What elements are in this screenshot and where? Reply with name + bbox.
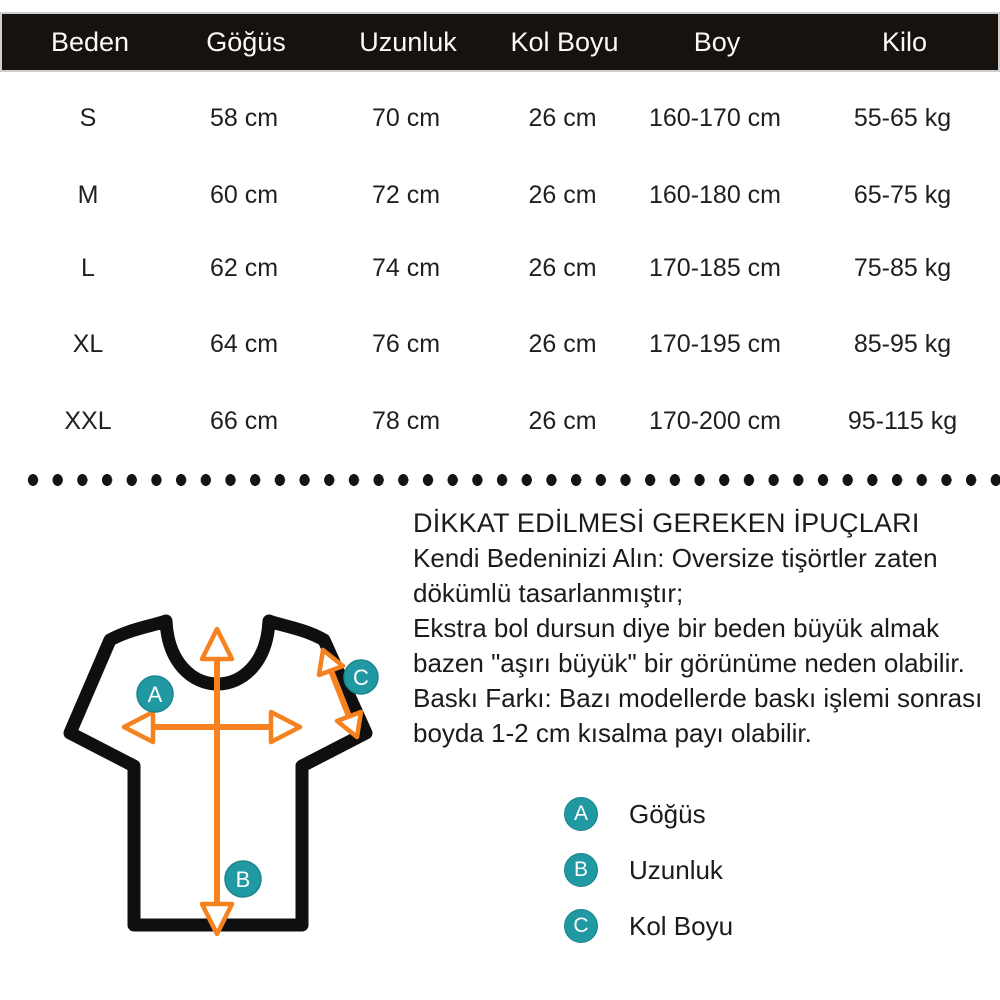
legend-item-sleeve (564, 909, 733, 943)
size-cell: 74 cm (371, 254, 441, 282)
size-cell: 65-75 kg (853, 181, 952, 209)
size-cell: 26 cm (528, 181, 597, 209)
size-cell: 66 cm (209, 407, 279, 435)
size-cell: XL (72, 330, 104, 358)
legend-label-chest: Göğüs (629, 798, 706, 829)
size-cell: S (79, 104, 97, 132)
chest-marker-badge (137, 676, 173, 712)
tips-line: Ekstra bol dursun diye bir beden büyük almak (413, 613, 940, 643)
column-header-kilo: Kilo (881, 26, 928, 57)
legend-label-length: Uzunluk (629, 854, 723, 885)
size-cell: 95-115 kg (847, 407, 958, 435)
size-cell: 170-200 cm (648, 407, 782, 435)
tips-line: Baskı Farkı: Bazı modellerde baskı işlemi sonrası (413, 683, 983, 713)
size-cell: 26 cm (528, 254, 597, 282)
tips-section (413, 505, 988, 751)
column-header-kol-boyu: Kol Boyu (510, 26, 619, 57)
size-cell: 60 cm (209, 181, 279, 209)
chest-marker-letter: A (147, 682, 163, 707)
size-cell: 170-195 cm (648, 330, 782, 358)
size-cell: M (77, 181, 99, 209)
chest-badge-icon: A (564, 797, 598, 831)
size-cell: L (81, 254, 95, 282)
size-cell: 85-95 kg (853, 330, 952, 358)
tips-line: dökümlü tasarlanmıştır; (413, 578, 684, 608)
size-cell: XXL (64, 407, 112, 435)
legend-item-length (564, 853, 733, 887)
size-cell: 78 cm (371, 407, 441, 435)
sleeve-marker-letter: C (353, 665, 369, 690)
length-marker-letter: B (235, 867, 251, 892)
column-header-beden: Beden (50, 26, 130, 57)
size-cell: 26 cm (528, 330, 597, 358)
size-cell: 26 cm (528, 104, 597, 132)
length-badge-icon: B (564, 853, 598, 887)
sleeve-badge-icon: C (564, 909, 598, 943)
tips-line: Kendi Bedeninizi Alın: Oversize tişörtler zaten (413, 543, 938, 573)
size-cell: 160-170 cm (648, 104, 782, 132)
size-cell: 75-85 kg (853, 254, 952, 282)
size-cell: 160-180 cm (648, 181, 782, 209)
measurement-legend (564, 797, 733, 943)
column-header-uzunluk: Uzunluk (359, 26, 457, 57)
tips-line: boyda 1-2 cm kısalma payı olabilir. (413, 718, 812, 748)
size-cell: 62 cm (209, 254, 279, 282)
size-cell: 55-65 kg (853, 104, 952, 132)
size-cell: 76 cm (371, 330, 441, 358)
size-cell: 70 cm (371, 104, 441, 132)
length-marker-badge (225, 861, 261, 897)
size-cell: 72 cm (371, 181, 441, 209)
tips-title: DİKKAT EDİLMESİ GEREKEN İPUÇLARI (413, 508, 920, 538)
column-header-gogus: Göğüs (206, 26, 286, 57)
tips-line: bazen "aşırı büyük" bir görünüme neden olabilir. (413, 648, 965, 678)
legend-item-chest (564, 797, 733, 831)
size-cell: 58 cm (209, 104, 279, 132)
legend-label-sleeve: Kol Boyu (629, 910, 734, 941)
sleeve-marker-badge (344, 660, 378, 694)
column-header-boy: Boy (693, 26, 741, 57)
size-cell: 64 cm (209, 330, 279, 358)
size-cell: 26 cm (528, 407, 597, 435)
size-cell: 170-185 cm (648, 254, 782, 282)
